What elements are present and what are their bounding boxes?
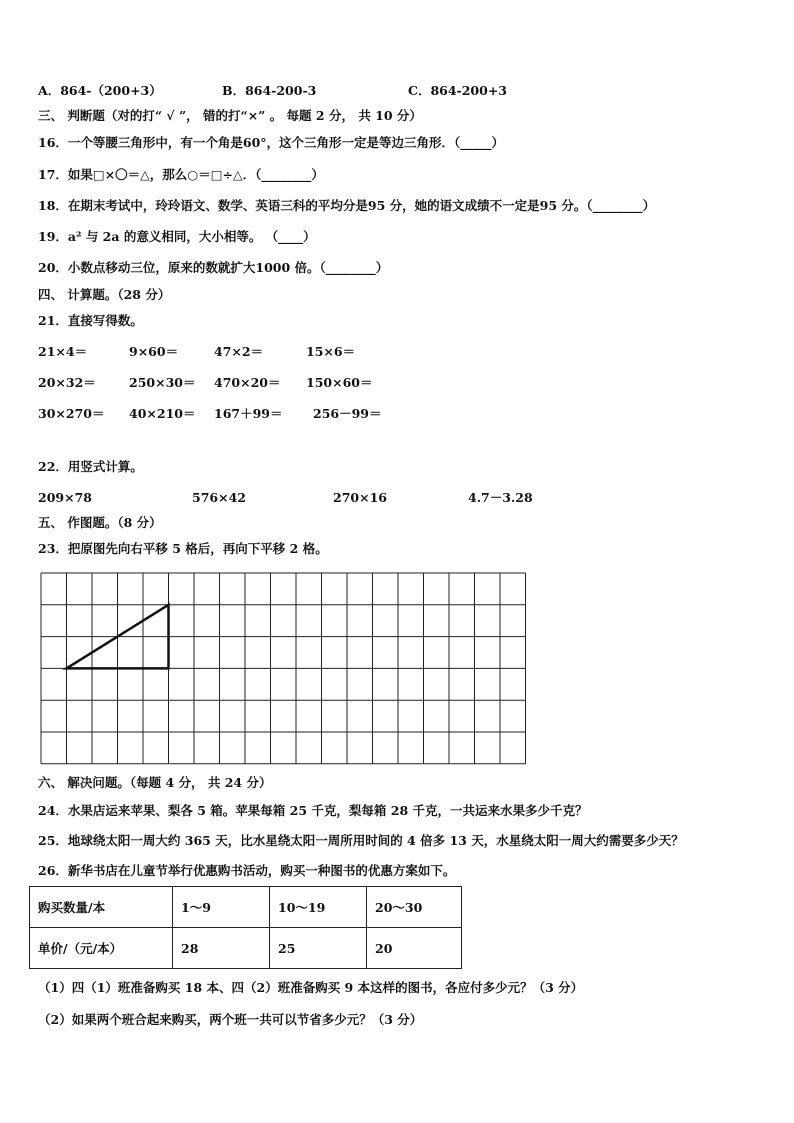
section-4-title: 四、 计算题。（28 分） [38,287,171,302]
translation-grid [40,572,530,768]
vertical-calc-item: 576×42 [192,490,246,505]
calc-item: 20×32＝ [38,375,96,390]
table-cell: 10～19 [270,887,367,928]
table-cell: 28 [173,928,270,969]
calc-item: 250×30＝ [129,375,196,390]
table-row [30,928,462,969]
calc-item: 30×270＝ [38,406,105,421]
q15-option-c: C．864-200+3 [408,83,507,98]
table-cell: 25 [270,928,367,969]
calc-item: 256－99＝ [313,406,382,421]
table-row [30,887,462,928]
question-24: 24．水果店运来苹果、梨各 5 箱。苹果每箱 25 千克，梨每箱 28 千克，一共运来水果多少千克？ [38,803,588,818]
section-5-title: 五、 作图题。（8 分） [38,515,162,530]
question-19: 19．a² 与 2a 的意义相同，大小相等。 （____） [38,229,316,244]
section-3-title: 三、 判断题（对的打“ √ ”， 错的打“×” 。 每题 2 分， 共 10 分） [38,108,422,123]
question-25: 25．地球绕太阳一周大约 365 天，比水星绕太阳一周所用时间的 4 倍多 13 天，水星绕太阳一周大约需要多少天？ [38,833,684,848]
table-cell: 20～30 [367,887,462,928]
table-cell: 购买数量/本 [30,887,173,928]
question-23-title: 23．把原图先向右平移 5 格后，再向下平移 2 格。 [38,541,328,556]
vertical-calc-item: 270×16 [333,490,387,505]
table-cell: 20 [367,928,462,969]
q15-option-b: B．864-200-3 [222,83,317,98]
vertical-calc-item: 209×78 [38,490,92,505]
calc-item: 47×2＝ [214,344,264,359]
section-6-title: 六、 解决问题。（每题 4 分， 共 24 分） [38,775,272,790]
calc-item: 470×20＝ [214,375,281,390]
calc-item: 40×210＝ [129,406,196,421]
calc-item: 167＋99＝ [214,406,283,421]
question-26-title: 26．新华书店在儿童节举行优惠购书活动，购买一种图书的优惠方案如下。 [38,863,456,878]
question-20: 20．小数点移动三位，原来的数就扩大1000 倍。（________） [38,260,389,275]
question-17: 17．如果□×〇＝△，那么○＝□÷△．（________） [38,167,324,182]
question-26-sub-2: （2）如果两个班合起来购买，两个班一共可以节省多少元？（3 分） [38,1012,423,1027]
discount-price-table [29,886,462,969]
question-18: 18．在期末考试中，玲玲语文、数学、英语三科的平均分是95 分，她的语文成绩不一定是95 分。（________） [38,198,656,213]
question-16: 16．一个等腰三角形中，有一个角是60°，这个三角形一定是等边三角形．（_____） [38,135,505,150]
question-21-title: 21．直接写得数。 [38,313,143,328]
q15-option-a: A．864-（200+3） [38,83,162,98]
calc-item: 15×6＝ [306,344,356,359]
question-26-sub-1: （1）四（1）班准备购买 18 本、四（2）班准备购买 9 本这样的图书，各应付多少元？（3 分） [38,980,584,995]
table-cell: 1～9 [173,887,270,928]
calc-item: 21×4＝ [38,344,88,359]
calc-item: 9×60＝ [129,344,179,359]
question-22-title: 22．用竖式计算。 [38,459,143,474]
calc-item: 150×60＝ [306,375,373,390]
vertical-calc-item: 4.7－3.28 [468,490,533,505]
table-cell: 单价/（元/本） [30,928,173,969]
